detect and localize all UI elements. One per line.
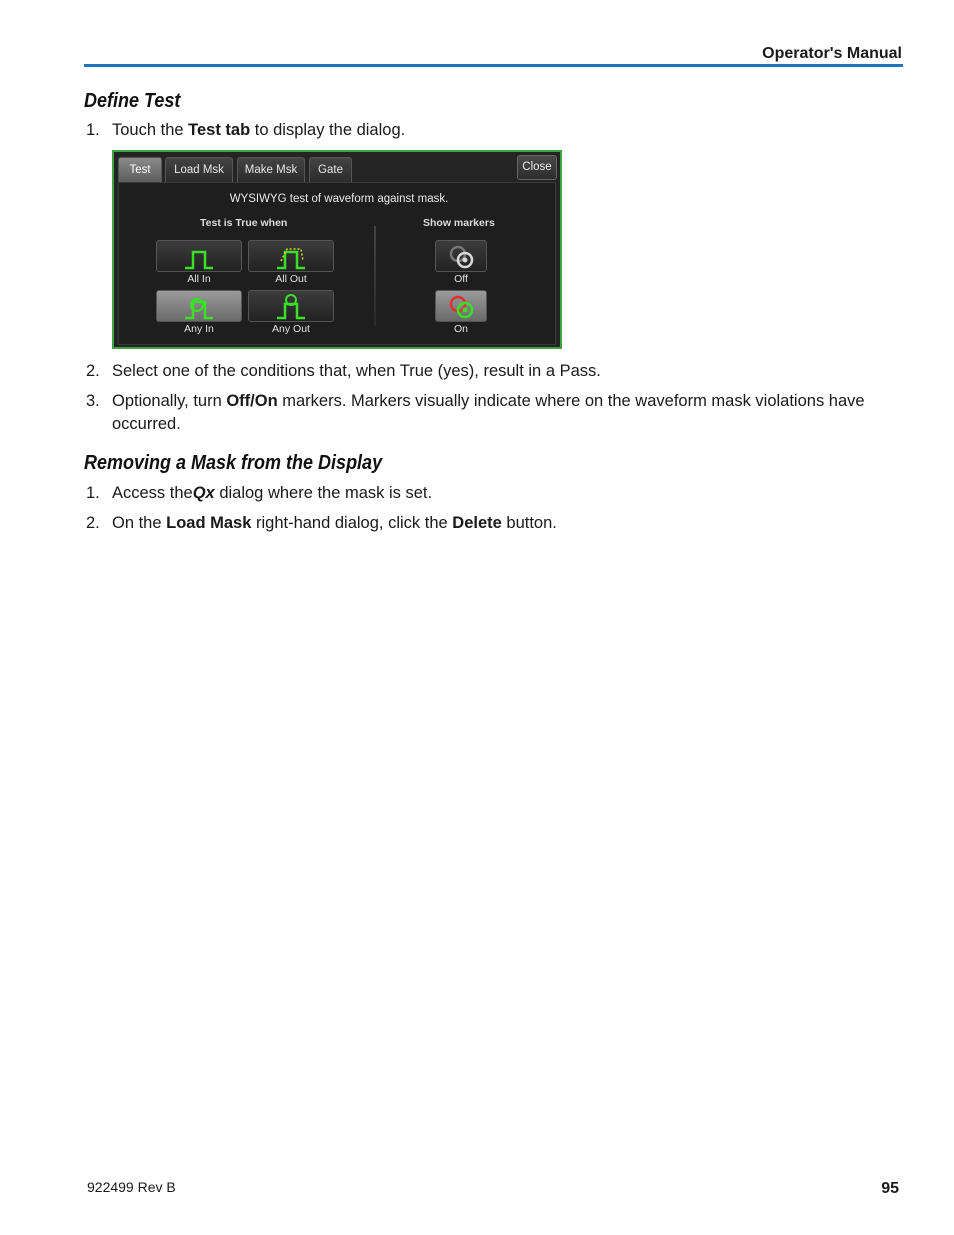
pulse-out-mask-icon [249,241,335,273]
markers-off-button[interactable] [435,240,487,272]
all-out-button[interactable] [248,240,334,272]
step-text: Select one of the conditions that, when True (yes), result in a Pass. [112,362,601,380]
section-heading-removing-mask: Removing a Mask from the Display [84,452,383,474]
step-number: 1. [86,484,100,502]
group-divider [374,226,376,326]
markers-off-icon [436,241,488,273]
header-title: Operator's Manual [762,45,902,62]
step-text: On the Load Mask right-hand dialog, click the Delete button. [112,514,557,532]
markers-group-label: Show markers [423,217,495,229]
section-heading-define-test: Define Test [84,90,181,112]
footer-page-number: 95 [881,1180,899,1197]
all-in-button[interactable] [156,240,242,272]
test-dialog-screenshot [112,150,562,349]
pulse-any-out-icon [249,291,335,323]
step-number: 2. [86,362,100,380]
markers-on-label: On [453,323,468,335]
step-text: Optionally, turn Off/On markers. Markers visually indicate where on the waveform mask violations have occurred. [112,392,865,433]
tab-test[interactable]: Test [118,157,162,182]
step-number: 3. [86,392,100,410]
tab-gate[interactable]: Gate [309,157,352,182]
all-in-label: All In [187,273,211,285]
pulse-any-in-icon [157,291,243,323]
any-in-button[interactable] [156,290,242,322]
markers-on-button[interactable] [435,290,487,322]
markers-on-icon [436,291,488,323]
markers-off-label: Off [454,273,468,285]
pulse-in-mask-icon [157,241,243,273]
any-in-label: Any In [184,323,214,335]
step-number: 1. [86,121,100,139]
tab-load-msk[interactable]: Load Msk [165,157,233,182]
step-number: 2. [86,514,100,532]
test-group-label: Test is True when [200,217,288,229]
footer-doc-id: 922499 Rev B [87,1179,176,1195]
close-button[interactable]: Close [517,155,557,180]
step-text: Access theQx dialog where the mask is set. [112,484,433,502]
any-out-button[interactable] [248,290,334,322]
all-out-label: All Out [275,273,307,285]
header-rule [84,64,903,67]
tab-make-msk[interactable]: Make Msk [237,157,305,182]
any-out-label: Any Out [272,323,310,335]
step-text: Touch the Test tab to display the dialog. [112,121,406,139]
dialog-description: WYSIWYG test of waveform against mask. [229,193,449,205]
